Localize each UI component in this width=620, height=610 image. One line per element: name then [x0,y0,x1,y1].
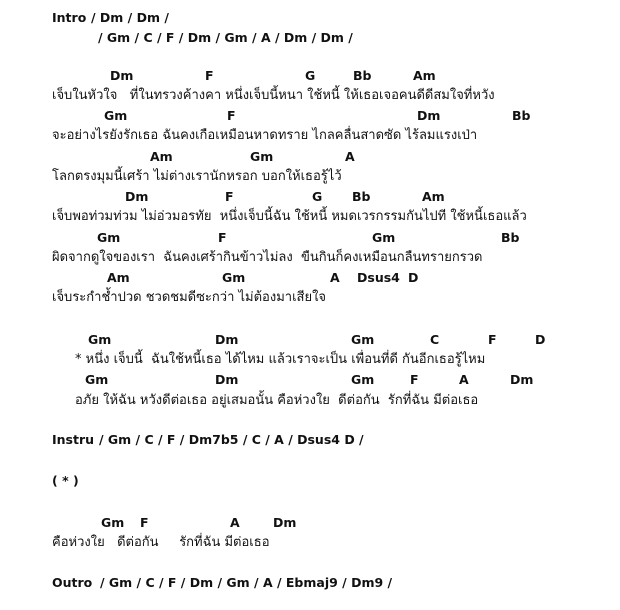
lyric-line: อภัย ให้ฉัน หวังดีต่อเธอ อยู่เสมอนั้น คือห่วงใย ดีต่อกัน รักที่ฉัน มีต่อเธอ [75,393,479,408]
instru-progression: / Gm / C / F / Dm7b5 / C / A / Dsus4 D / [99,432,364,447]
chord: Dm [510,372,534,387]
lyric-line: * หนึ่ง เจ็บนี้ ฉันใช้หนี้เธอ ได้ไหม แล้วเราจะเป็น เพื่อนที่ดี กันอีกเธอรู้ไหม [75,352,486,367]
intro-progression-line-1: / Dm / Dm / [91,10,169,25]
lyric-line: เจ็บพอท่วมท่วม ไม่อ่วมอรทัย หนึ่งเจ็บนี้ฉัน ใช้หนี้ หมดเวรกรรมกันไปที ใช้หนี้เธอแล้ว [52,209,527,224]
chord: F [410,372,419,387]
chord: G [312,189,323,204]
chord: Am [107,270,130,285]
chord: Am [413,68,436,83]
chord: Gm [351,372,375,387]
outro-label: Outro [52,575,93,590]
intro-progression-line-2: / Gm / C / F / Dm / Gm / A / Dm / Dm / [98,30,353,45]
chord: Am [422,189,445,204]
chord: Am [150,149,173,164]
chord: Dm [110,68,134,83]
chord: Dm [125,189,149,204]
repeat-chorus-marker: ( * ) [52,473,79,488]
chord: G [305,68,316,83]
intro-label: Intro [52,10,87,25]
chord: Gm [104,108,128,123]
outro-progression: / Gm / C / F / Dm / Gm / A / Ebmaj9 / Dm9 / [100,575,393,590]
chord: C [430,332,440,347]
lyric-line: จะอย่างไรยังรักเธอ ฉันคงเกือเหมือนหาดทราย ไกลคลื่นสาดซัด ไร้ลมแรงเป่า [52,128,478,143]
chord: Bb [501,230,520,245]
chord: D [535,332,546,347]
chord: A [230,515,240,530]
chord: A [345,149,355,164]
chord: F [227,108,236,123]
lyric-line: เจ็บระกำช้ำปวด ชวดชมดีซะกว่า ไม่ต้องมาเสียใจ [52,290,327,305]
chord: Dsus4 [357,270,400,285]
chord: Bb [512,108,531,123]
chord: Gm [88,332,112,347]
chord: F [218,230,227,245]
chord: Dm [215,332,239,347]
chord: D [408,270,419,285]
chord: F [488,332,497,347]
lyric-line: คือห่วงใย ดีต่อกัน รักที่ฉัน มีต่อเธอ [52,535,270,550]
chord: Gm [250,149,274,164]
chord: Bb [353,68,372,83]
chord: Gm [222,270,246,285]
chord: Dm [417,108,441,123]
chord: F [225,189,234,204]
chord: Gm [97,230,121,245]
lyric-line: เจ็บในหัวใจ ที่ในทรวงค้างคา หนึ่งเจ็บนี้หนา ใช้หนี้ ให้เธอเจอคนดีดีสมใจที่หวัง [52,88,495,103]
chord: Bb [352,189,371,204]
chord: F [140,515,149,530]
chord: A [459,372,469,387]
lyric-line: ผิดจากดูใจของเรา ฉันคงเศร้ากินข้าวไม่ลง ขืนกินก็คงเหมือนกลืนทรายกรวด [52,250,483,265]
instru-label: Instru [52,432,95,447]
chord: Dm [215,372,239,387]
chord: Gm [101,515,125,530]
chord: A [330,270,340,285]
lyric-line: โลกตรงมุมนี้เศร้า ไม่ต่างเรานักหรอก บอกให้เธอรู้ไว้ [52,169,342,184]
chord: Gm [85,372,109,387]
chord: Gm [351,332,375,347]
chord: Dm [273,515,297,530]
chord: Gm [372,230,396,245]
chord: F [205,68,214,83]
